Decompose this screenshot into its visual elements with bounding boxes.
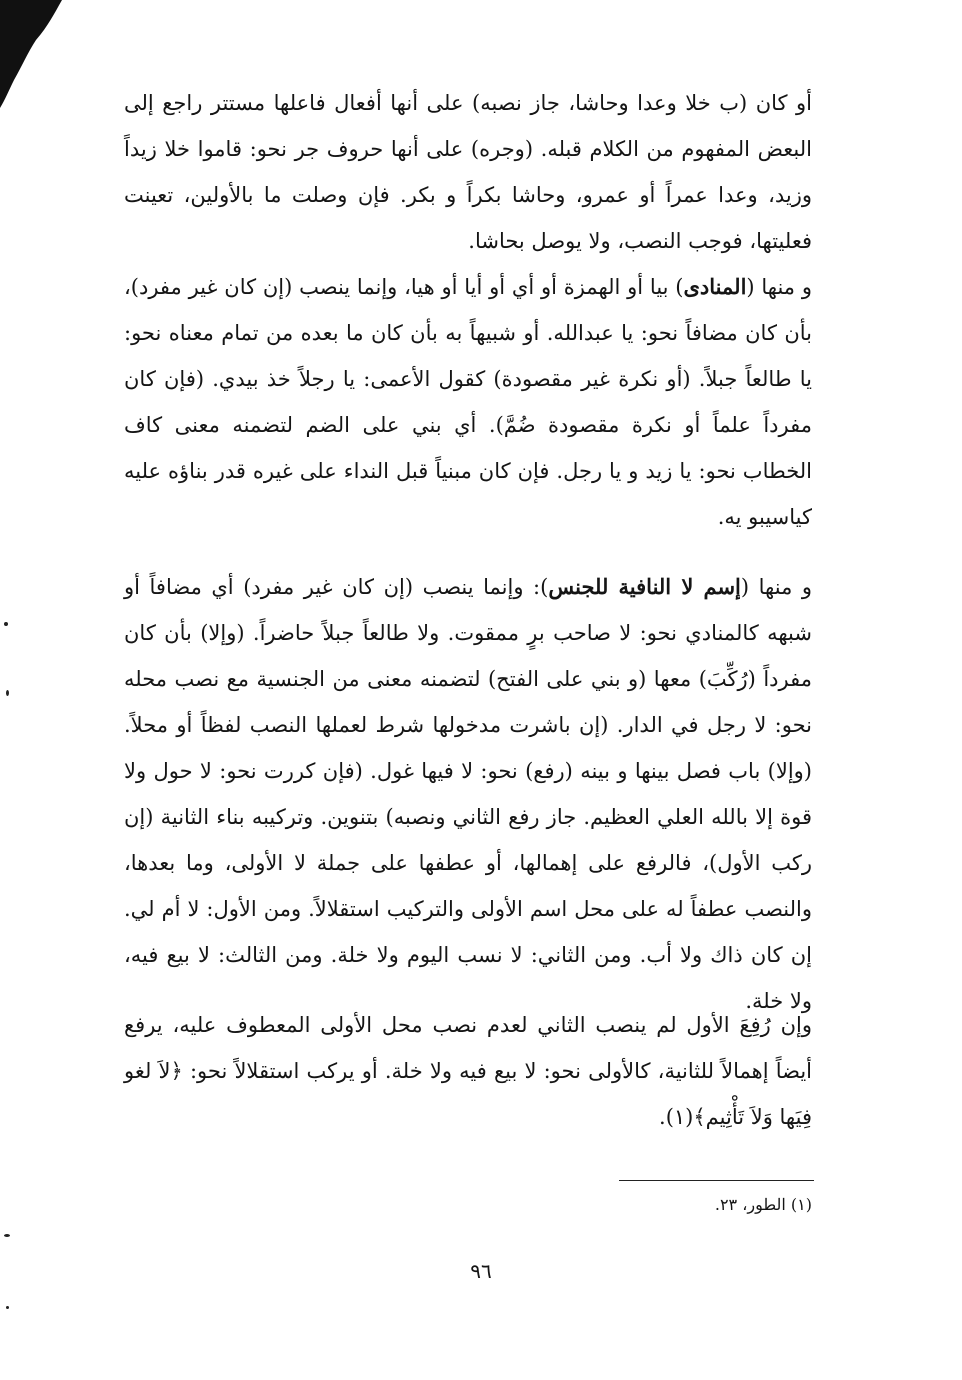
paragraph-exceptives	[124, 80, 812, 264]
paragraph-text: أو كان (ب خلا وعدا وحاشا، جاز نصبه) على أنها أفعال فاعلها مستتر راجع إلى البعض المفهوم من الكلام قبله. (وجره) على أنها حروف جر نحو: قاموا خلا زيداً وزيد، وعدا عمراً أو عمرو، وحاشا بكراً و بكر. فإن وصلت ما بالأولين، تعينت فعليتها، فوجب النصب، ولا يوصل بحاشا.	[124, 91, 812, 253]
scan-speck	[6, 1306, 9, 1309]
footnote-divider	[619, 1180, 814, 1181]
scan-speck	[4, 622, 8, 626]
section-term: المنادى	[683, 274, 747, 299]
scan-corner-shadow	[0, 0, 70, 110]
paragraph-vocative	[124, 264, 812, 540]
paragraph-la-negation	[124, 564, 812, 1024]
paragraph-body: ): وإنما ينصب (إن كان غير مفرد) أي مضافاً أو شبهه كالمنادي نحو: لا صاحب برٍ ممقوت. ولا طالعاً جبلاً حاضراً. (وإلا) بأن كان مفرداً (رُكِّبَ) معها (و بني على الفتح) لتضمنه معنى من الجنسية مع نصب محله نحو: لا رجل في الدار. (إن باشرت مدخولها شرط لعملها النصب لفظاً أو محلاً. (وإلا) باب فصل بينها و بينه (رفع) نحو: لا فيها غول. (فإن كررت نحو: لا حول ولا قوة إلا بالله العلي العظيم. جاز رفع الثاني ونصبه) بتنوين. وتركيبه بناء الثانية (إن ركب الأول)، فالرفع على إهمالها، أو عطفها على جملة لا الأولى، وما بعدها، والنصب عطفاً له على محل اسم الأولى والتركيب استقلالاً. ومن الأول: لا أم لي. إن كان ذاك ولا أب. ومن الثاني: لا نسب اليوم ولا خلة. ومن الثالث: لا بيع فيه، ولا خلة.	[124, 575, 812, 1013]
paragraph-text	[124, 264, 812, 540]
paragraph-lead: و منها (	[740, 575, 813, 599]
footnote: (١) الطور، ٢٣.	[714, 1195, 812, 1214]
page-number: ٩٦	[470, 1259, 492, 1283]
paragraph-lead: و منها (	[746, 275, 812, 299]
section-term: إسم لا النافية للجنس	[548, 574, 741, 599]
paragraph-text	[124, 564, 812, 1024]
scan-speck	[4, 1234, 10, 1237]
scan-speck	[6, 690, 9, 696]
paragraph-body: ) بيا أو الهمزة أو أي أو أيا أو هيا، وإنما ينصب (إن كان غير مفرد)، بأن كان مضافاً نحو: يا عبدالله. أو شبيهاً به بأن كان ما بعده من تمام معناه نحو: يا طالعاً جبلاً. (أو نكرة غير مقصودة) كقول الأعمى: يا رجلاً خذ بيدي. (فإن كان مفرداً علماً أو نكرة مقصودة ضُمَّ). أي بني على الضم لتضمنه معنى كاف الخطاب نحو: يا زيد و يا رجل. فإن كان مبنياً قبل النداء على غيره قدر بناؤه عليه كياسيبو يه.	[124, 275, 812, 529]
paragraph-text: وإن رُفِعَ الأول لم ينصب الثاني لعدم نصب محل الأولى المعطوف عليه، يرفع أيضاً إهمالاً للثانية، كالأولى نحو: لا بيع فيه ولا خلة. أو يركب استقلالاً نحو: ﴿لاَ لغو فِيَها وَلاَ تَأْثِيم﴾(١).	[124, 1013, 812, 1129]
paragraph-raf-awwal	[124, 1002, 812, 1140]
